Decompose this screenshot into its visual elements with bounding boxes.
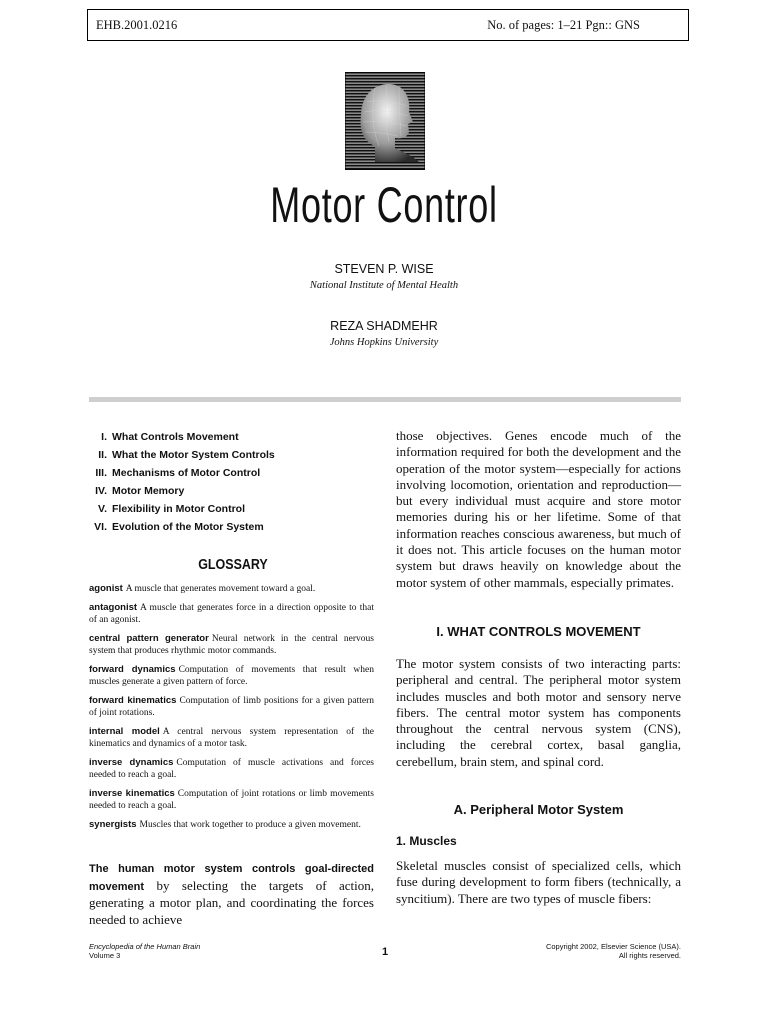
section-paragraph: The motor system consists of two interacting parts: peripheral and central. The peripheral motor system includes muscles and both motor and sensory nerve fibers. The central motor system has components throughout the central nervous system (CNS), including the cerebral cortex, basal ganglia, cerebellum, brain stem, and spinal cord. bbox=[396, 655, 681, 769]
body-paragraph: by selecting the targets of action, generating a motor plan, and coordinating the forces needed to achieve bbox=[89, 877, 374, 927]
toc-label: Flexibility in Motor Control bbox=[112, 503, 245, 515]
glossary-term: inverse kinematics bbox=[89, 787, 175, 799]
glossary-entry bbox=[89, 695, 374, 720]
page-count: No. of pages: 1–21 Pgn:: GNS bbox=[487, 18, 640, 32]
glossary-definition: A muscle that generates force in a direction opposite to that of an agonist. bbox=[89, 602, 374, 625]
glossary-entry bbox=[89, 664, 374, 689]
lead-in-text: The human motor system controls goal-directed movement bbox=[89, 863, 374, 893]
head-logo-image bbox=[345, 72, 425, 170]
toc-number: I. bbox=[101, 431, 107, 443]
toc-number: VI. bbox=[94, 521, 107, 533]
toc-label: Motor Memory bbox=[112, 485, 185, 497]
table-of-contents bbox=[89, 430, 379, 538]
subsection-heading: A. Peripheral Motor System bbox=[453, 802, 624, 818]
glossary-term: agonist bbox=[89, 583, 123, 594]
toc-item bbox=[89, 466, 379, 484]
glossary-term: synergists bbox=[89, 818, 137, 830]
toc-label: What the Motor System Controls bbox=[112, 449, 275, 461]
toc-number: V. bbox=[98, 503, 107, 515]
glossary-definition: Computation of joint rotations or limb movements needed to reach a goal. bbox=[89, 788, 374, 811]
glossary-definition: Neural network in the central nervous system that produces rhythmic motor commands. bbox=[89, 633, 374, 656]
glossary-term: antagonist bbox=[89, 601, 138, 613]
footer-citation bbox=[89, 942, 200, 960]
glossary-term: inverse dynamics bbox=[89, 756, 174, 768]
journal-name: Encyclopedia of the Human Brain bbox=[89, 942, 201, 951]
page-number: 1 bbox=[381, 946, 389, 958]
subsubsection-heading: 1. Muscles bbox=[396, 834, 457, 849]
glossary-entry bbox=[89, 788, 374, 813]
article-title: Motor Control bbox=[270, 177, 498, 233]
intro-paragraph: those objectives. Genes encode much of the information required for both the development and the operation of the motor system—especially for actions involving locomotion, orientation and reproduction—but every individual must acquire and store motor memories during his or her lifetime. Some of that information reaches conscious awareness, but much of it does not. This article focuses on the human motor system but draws heavily on knowledge about the motor system of other mammals, especially primates. bbox=[396, 428, 681, 590]
glossary-definition: Computation of muscle activations and forces needed to reach a goal. bbox=[89, 757, 374, 780]
toc-label: Mechanisms of Motor Control bbox=[112, 467, 261, 479]
glossary-definition: Computation of limb positions for a given pattern of joint rotations. bbox=[89, 695, 374, 718]
glossary-heading: GLOSSARY bbox=[198, 557, 268, 573]
glossary-entry bbox=[89, 602, 374, 627]
body-text-right bbox=[396, 428, 681, 907]
glossary-definition: Muscles that work together to produce a given movement. bbox=[139, 819, 361, 830]
muscles-paragraph: Skeletal muscles consist of specialized cells, which fuse during development to form fibers (technically, a syncitium). There are two types of muscle fibers: bbox=[396, 858, 681, 906]
glossary-entry bbox=[89, 819, 374, 832]
glossary-term: forward kinematics bbox=[89, 694, 177, 706]
toc-number: II. bbox=[98, 449, 107, 461]
toc-item bbox=[89, 484, 379, 502]
section-heading: I. WHAT CONTROLS MOVEMENT bbox=[436, 623, 641, 639]
divider-rule bbox=[89, 397, 681, 402]
glossary-definition: A muscle that generates movement toward a goal. bbox=[125, 584, 316, 594]
rights-line: All rights reserved. bbox=[618, 951, 681, 960]
author-affiliation: Johns Hopkins University bbox=[329, 337, 439, 348]
author-name: STEVEN P. WISE bbox=[334, 262, 434, 276]
glossary-entry bbox=[89, 583, 374, 596]
glossary-entry bbox=[89, 726, 374, 751]
header-box bbox=[87, 9, 689, 41]
glossary-definition: Computation of movements that result when muscles generate a given pattern of force. bbox=[89, 664, 374, 687]
toc-label: What Controls Movement bbox=[112, 431, 239, 443]
glossary-entry bbox=[89, 757, 374, 782]
toc-label: Evolution of the Motor System bbox=[112, 521, 264, 533]
glossary-term: central pattern generator bbox=[89, 632, 209, 644]
document-code: EHB.2001.0216 bbox=[96, 18, 178, 32]
toc-item bbox=[89, 430, 379, 448]
copyright-line: Copyright 2002, Elsevier Science (USA). bbox=[545, 942, 681, 951]
glossary-term: forward dynamics bbox=[89, 663, 176, 675]
toc-item bbox=[89, 520, 379, 538]
glossary-entry bbox=[89, 633, 374, 658]
body-text-left bbox=[89, 860, 374, 928]
footer-copyright bbox=[546, 942, 681, 960]
toc-item bbox=[89, 448, 379, 466]
glossary-term: internal model bbox=[89, 725, 160, 737]
author-affiliation: National Institute of Mental Health bbox=[309, 280, 459, 291]
toc-number: III. bbox=[95, 467, 107, 479]
toc-item bbox=[89, 502, 379, 520]
volume-label: Volume 3 bbox=[89, 951, 121, 960]
author-name: REZA SHADMEHR bbox=[330, 319, 438, 333]
toc-number: IV. bbox=[95, 485, 107, 497]
glossary bbox=[89, 583, 374, 837]
glossary-definition: A central nervous system representation of the kinematics and dynamics of a motor task. bbox=[89, 726, 374, 749]
